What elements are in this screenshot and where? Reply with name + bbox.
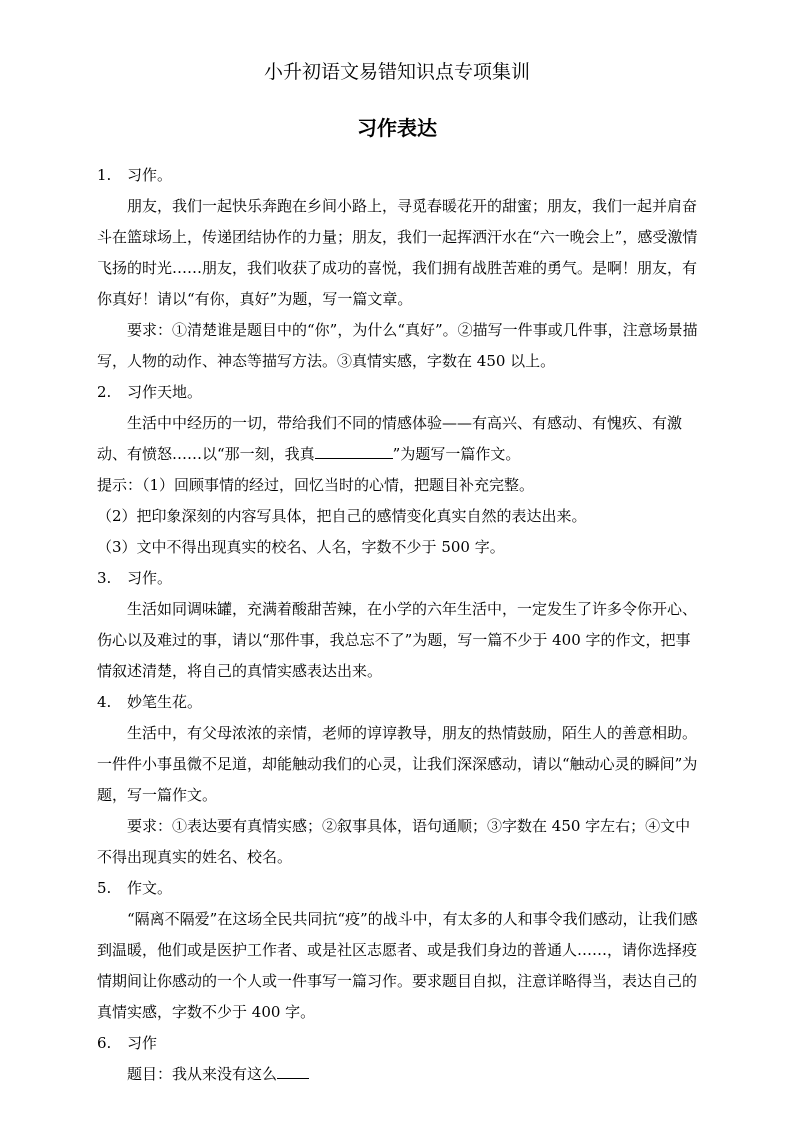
question-5-prompt: “隔离不隔爱”在这场全民共同抗“疫”的战斗中，有太多的人和事令我们感动，让我们感到温暖，他们或是医护工作者、或是社区志愿者、或是我们身边的普通人……，请你选择疫情期间让你感动的一个人或一件事写一篇习作。要求题目自拟，注意详略得当，表达自己的真情实感，字数不少于 400 字。 — [97, 910, 698, 1021]
fill-blank — [277, 1060, 309, 1079]
question-5-heading: 5. 作文。 — [97, 879, 173, 897]
question-4-requirements: 要求：①表达要有真情实感；②叙事具体，语句通顺；③字数在 450 字左右；④文中不得出现真实的姓名、校名。 — [97, 817, 691, 866]
question-2-hint-3: （3）文中不得出现真实的校名、人名，字数不少于 500 字。 — [97, 538, 505, 556]
question-4-prompt: 生活中，有父母浓浓的亲情，老师的谆谆教导，朋友的热情鼓励，陌生人的善意相助。一件件小事虽微不足道，却能触动我们的心灵，让我们深深感动，请以“触动心灵的瞬间”为题，写一篇作文。 — [97, 724, 698, 804]
section-title: 习作表达 — [357, 116, 437, 140]
question-6-prompt: 题目：我从来没有这么 — [97, 1059, 700, 1090]
question-1-prompt: 朋友，我们一起快乐奔跑在乡间小路上，寻觅春暖花开的甜蜜；朋友，我们一起并肩奋斗在篮球场上，传递团结协作的力量；朋友，我们一起挥洒汗水在“六一晚会上”，感受激情飞扬的时光……朋友，我们收获了成功的喜悦，我们拥有战胜苦难的勇气。是啊！朋友，有你真好！请以“有你，真好”为题，写一篇文章。 — [97, 197, 698, 308]
document-title: 小升初语文易错知识点专项集训 — [263, 61, 530, 83]
document-body — [97, 160, 700, 1090]
fill-blank — [315, 440, 393, 459]
question-3-prompt: 生活如同调味罐，充满着酸甜苦辣，在小学的六年生活中，一定发生了许多令你开心、伤心以及难过的事，请以“那件事，我总忘不了”为题，写一篇不少于 400 字的作文，把事情叙述清楚，将自己的真情实感表达出来。 — [97, 600, 698, 680]
question-1-heading: 1. 习作。 — [97, 166, 173, 184]
question-2-prompt: 生活中中经历的一切，带给我们不同的情感体验——有高兴、有感动、有愧疚、有激动、有愤怒……以“那一刻，我真 ”为题写一篇作文。 — [97, 414, 683, 463]
question-2-hint-2: （2）把印象深刻的内容写具体，把自己的感情变化真实自然的表达出来。 — [97, 507, 587, 525]
question-1-requirements: 要求：①清楚谁是题目中的“你”，为什么“真好”。②描写一件事或几件事，注意场景描写，人物的动作、神态等描写方法。③真情实感，字数在 450 以上。 — [97, 321, 698, 370]
question-6-heading: 6. 习作 — [97, 1034, 158, 1052]
question-4-heading: 4. 妙笔生花。 — [97, 693, 203, 711]
question-3-heading: 3. 习作。 — [97, 569, 173, 587]
question-2-heading: 2. 习作天地。 — [97, 383, 203, 401]
question-2-hint-1: 提示：（1）回顾事情的经过，回忆当时的心情，把题目补充完整。 — [97, 476, 535, 494]
